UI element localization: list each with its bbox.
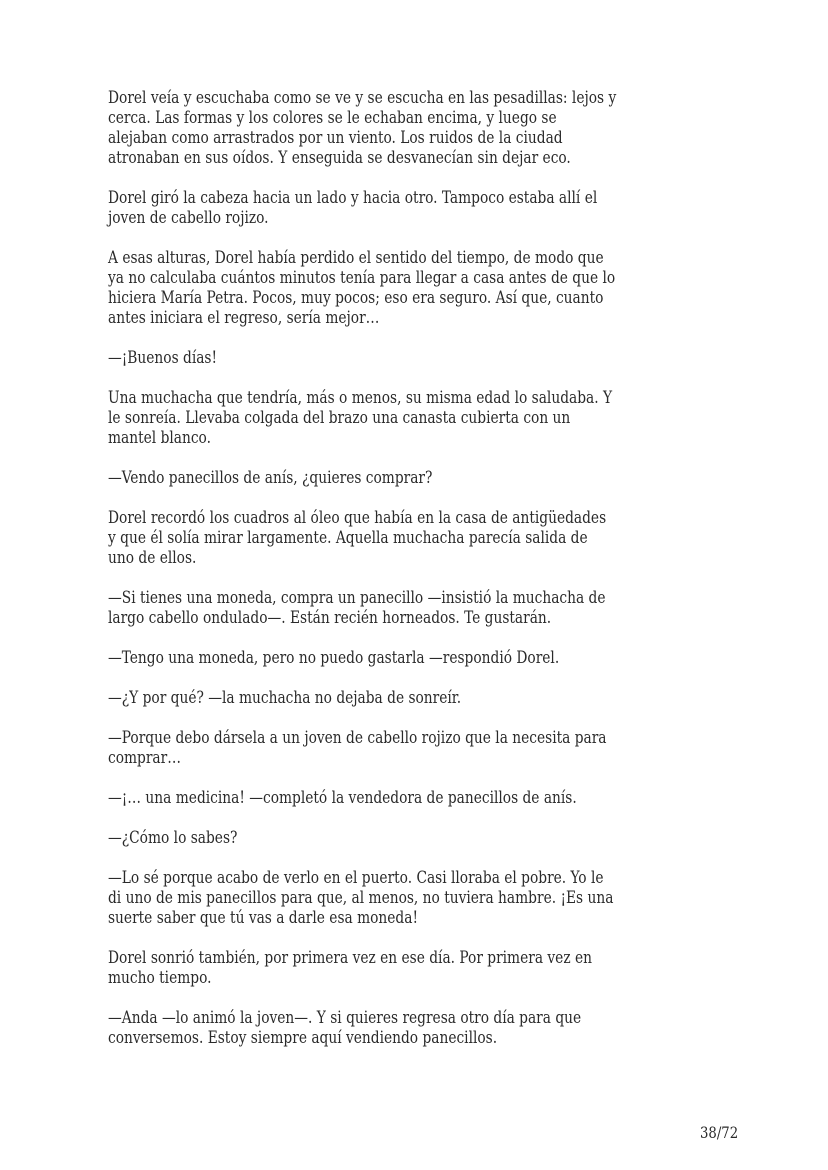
paragraph — [108, 248, 748, 328]
text-line: ya no calculaba cuántos minutos tenía para llegar a casa antes de que lo — [108, 268, 616, 288]
text-line: —Vendo panecillos de anís, ¿quieres comprar? — [108, 468, 433, 488]
text-line: —¡Buenos días! — [108, 348, 218, 368]
dialogue-paragraph — [108, 1008, 748, 1048]
text-line: antes iniciara el regreso, sería mejor… — [108, 308, 380, 328]
text-line: mucho tiempo. — [108, 968, 212, 988]
text-line: y que él solía mirar largamente. Aquella muchacha parecía salida de — [108, 528, 588, 548]
text-line: —Si tienes una moneda, compra un panecillo —insistió la muchacha de — [108, 588, 606, 608]
text-line: —Anda —lo animó la joven—. Y si quieres regresa otro día para que — [108, 1008, 582, 1028]
text-line: —Tengo una moneda, pero no puedo gastarla —respondió Dorel. — [108, 648, 560, 668]
text-line: —Porque debo dársela a un joven de cabello rojizo que la necesita para — [108, 728, 607, 748]
dialogue-paragraph — [108, 588, 748, 628]
text-line: Dorel veía y escuchaba como se ve y se escucha en las pesadillas: lejos y — [108, 88, 617, 108]
text-line: Dorel giró la cabeza hacia un lado y hacia otro. Tampoco estaba allí el — [108, 188, 598, 208]
dialogue-paragraph — [108, 828, 748, 848]
text-line: le sonreía. Llevaba colgada del brazo una canasta cubierta con un — [108, 408, 571, 428]
paragraph — [108, 508, 748, 568]
text-line: di uno de mis panecillos para que, al menos, no tuviera hambre. ¡Es una — [108, 888, 614, 908]
paragraph — [108, 948, 748, 988]
text-line: A esas alturas, Dorel había perdido el sentido del tiempo, de modo que — [108, 248, 604, 268]
text-line: atronaban en sus oídos. Y enseguida se desvanecían sin dejar eco. — [108, 148, 571, 168]
text-line: uno de ellos. — [108, 548, 197, 568]
text-line: Una muchacha que tendría, más o menos, su misma edad lo saludaba. Y — [108, 388, 613, 408]
dialogue-paragraph — [108, 468, 748, 488]
dialogue-paragraph — [108, 648, 748, 668]
text-line: cerca. Las formas y los colores se le echaban encima, y luego se — [108, 108, 557, 128]
dialogue-paragraph — [108, 868, 748, 928]
paragraph — [108, 188, 748, 228]
text-line: —Lo sé porque acabo de verlo en el puerto. Casi lloraba el pobre. Yo le — [108, 868, 604, 888]
dialogue-paragraph — [108, 728, 748, 768]
dialogue-paragraph — [108, 348, 748, 368]
text-line: mantel blanco. — [108, 428, 211, 448]
text-line: —¿Y por qué? —la muchacha no dejaba de sonreír. — [108, 688, 462, 708]
dialogue-paragraph — [108, 688, 748, 708]
text-line: suerte saber que tú vas a darle esa moneda! — [108, 908, 418, 928]
body-text — [108, 88, 748, 1068]
text-line: Dorel recordó los cuadros al óleo que había en la casa de antigüedades — [108, 508, 607, 528]
text-line: comprar… — [108, 748, 181, 768]
paragraph — [108, 88, 748, 168]
text-line: joven de cabello rojizo. — [108, 208, 269, 228]
text-line: conversemos. Estoy siempre aquí vendiendo panecillos. — [108, 1028, 498, 1048]
text-line: hiciera María Petra. Pocos, muy pocos; eso era seguro. Así que, cuanto — [108, 288, 604, 308]
text-line: largo cabello ondulado—. Están recién horneados. Te gustarán. — [108, 608, 552, 628]
text-line: Dorel sonrió también, por primera vez en ese día. Por primera vez en — [108, 948, 592, 968]
text-line: alejaban como arrastrados por un viento. Los ruidos de la ciudad — [108, 128, 563, 148]
text-line: —¡… una medicina! —completó la vendedora de panecillos de anís. — [108, 788, 577, 808]
text-line: —¿Cómo lo sabes? — [108, 828, 238, 848]
page-number: 38/72 — [700, 1123, 739, 1142]
paragraph — [108, 388, 748, 448]
dialogue-paragraph — [108, 788, 748, 808]
